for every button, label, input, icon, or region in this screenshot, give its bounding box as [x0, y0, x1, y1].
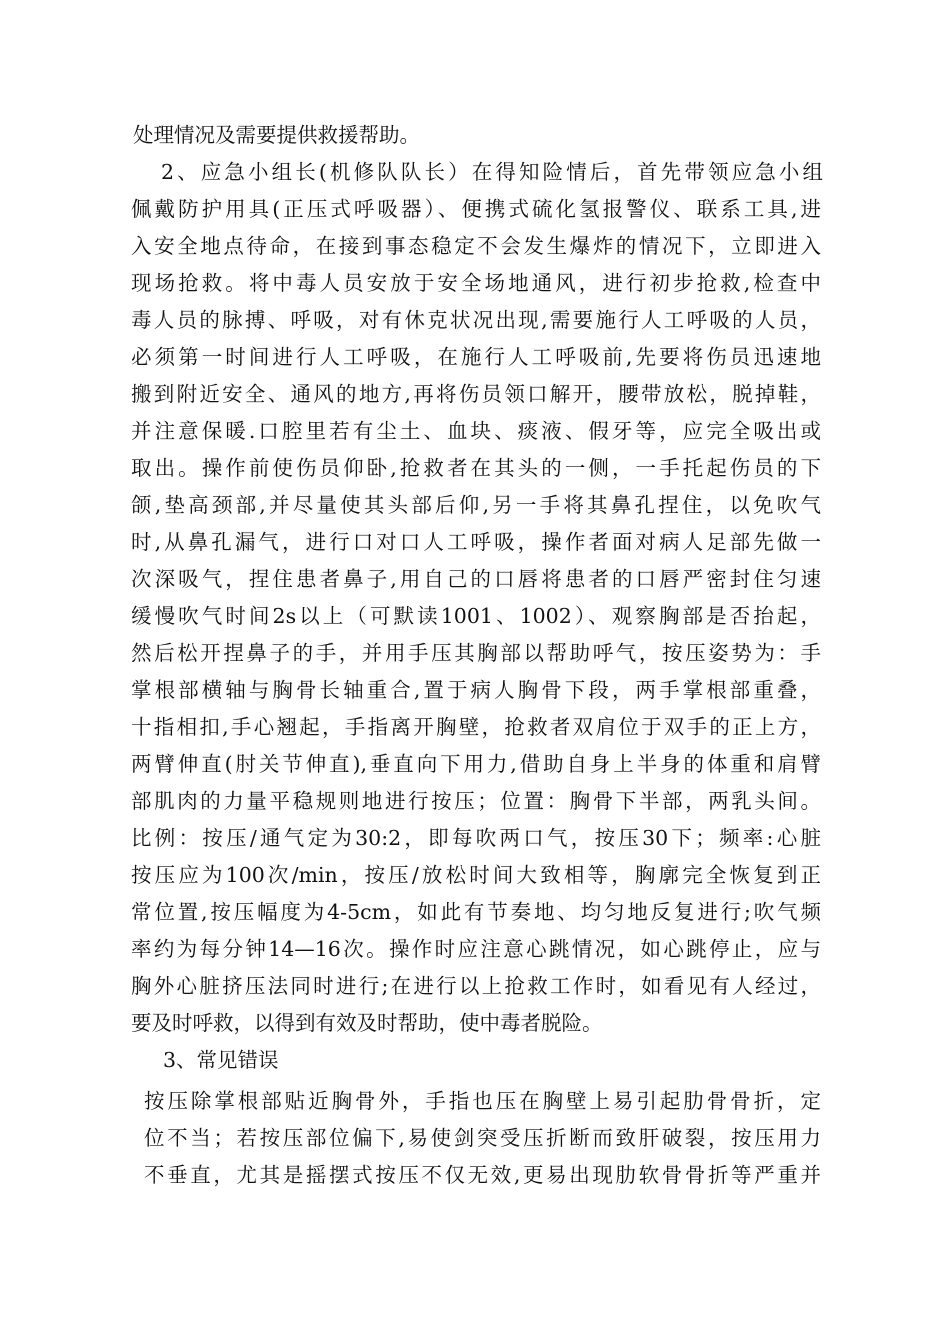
text-line: 佩戴防护用具(正压式呼吸器）、便携式硫化氢报警仪、联系工具,进 [131, 197, 821, 221]
section-3-heading: 3、常见错误 [163, 1048, 279, 1072]
text-line: 部肌肉的力量平稳规则地进行按压；位置：胸骨下半部，两乳头间。 [131, 789, 821, 813]
text-line: 毒人员的脉搏、呼吸，对有休克状况出现,需要施行人工呼吸的人员， [131, 308, 821, 332]
text-line: 缓慢吹气时间2s以上（可默读1001、1002）、观察胸部是否抬起， [131, 604, 821, 628]
text-line: 不垂直，尤其是摇摆式按压不仅无效,更易出现肋软骨骨折等严重并 [144, 1163, 821, 1187]
text-line: 入安全地点待命，在接到事态稳定不会发生爆炸的情况下，立即进入 [131, 234, 821, 258]
text-line: 并注意保暖.口腔里若有尘土、血块、痰液、假牙等，应完全吸出或 [131, 419, 821, 443]
text-line: 必须第一时间进行人工呼吸，在施行人工呼吸前,先要将伤员迅速地 [131, 345, 821, 369]
text-line: 掌根部横轴与胸骨长轴重合,置于病人胸骨下段，两手掌根部重叠， [131, 678, 821, 702]
text-line: 按压应为100次/min，按压/放松时间大致相等，胸廓完全恢复到正 [131, 863, 821, 887]
text-line: 位不当；若按压部位偏下,易使剑突受压折断而致肝破裂，按压用力 [144, 1126, 821, 1150]
text-line: 十指相扣,手心翘起，手指离开胸壁，抢救者双肩位于双手的正上方， [131, 715, 821, 739]
section-2-heading-line: 2、应急小组长(机修队队长）在得知险情后，首先带领应急小组 [161, 160, 823, 184]
text-line: 胸外心脏挤压法同时进行;在进行以上抢救工作时，如看见有人经过， [131, 974, 821, 998]
text-line: 现场抢救。将中毒人员安放于安全场地通风，进行初步抢救,检查中 [131, 271, 821, 295]
text-line: 按压除掌根部贴近胸骨外，手指也压在胸壁上易引起肋骨骨折，定 [144, 1089, 821, 1113]
text-line: 取出。操作前使伤员仰卧,抢救者在其头的一侧，一手托起伤员的下 [131, 456, 821, 480]
text-line: 要及时呼救，以得到有效及时帮助，使中毒者脱险。 [131, 1011, 603, 1035]
text-line: 处理情况及需要提供救援帮助。 [133, 123, 420, 147]
text-line: 次深吸气，捏住患者鼻子,用自己的口唇将患者的口唇严密封住匀速 [131, 567, 821, 591]
text-line: 颌,垫高颈部,并尽量使其头部后仰,另一手将其鼻孔捏住，以免吹气 [131, 493, 821, 517]
text-line: 率约为每分钟14—16次。操作时应注意心跳情况，如心跳停止，应与 [131, 937, 821, 961]
text-line: 搬到附近安全、通风的地方,再将伤员领口解开，腰带放松，脱掉鞋， [131, 382, 821, 406]
text-line: 然后松开捏鼻子的手，并用手压其胸部以帮助呼气，按压姿势为：手 [131, 641, 821, 665]
text-line: 常位置,按压幅度为4-5cm，如此有节奏地、均匀地反复进行;吹气频 [131, 900, 821, 924]
text-line: 时,从鼻孔漏气，进行口对口人工呼吸，操作者面对病人足部先做一 [131, 530, 821, 554]
text-line: 比例：按压/通气定为30:2，即每吹两口气，按压30下；频率:心脏 [131, 826, 821, 850]
text-line: 两臂伸直(肘关节伸直),垂直向下用力,借助自身上半身的体重和肩臂 [131, 752, 821, 776]
